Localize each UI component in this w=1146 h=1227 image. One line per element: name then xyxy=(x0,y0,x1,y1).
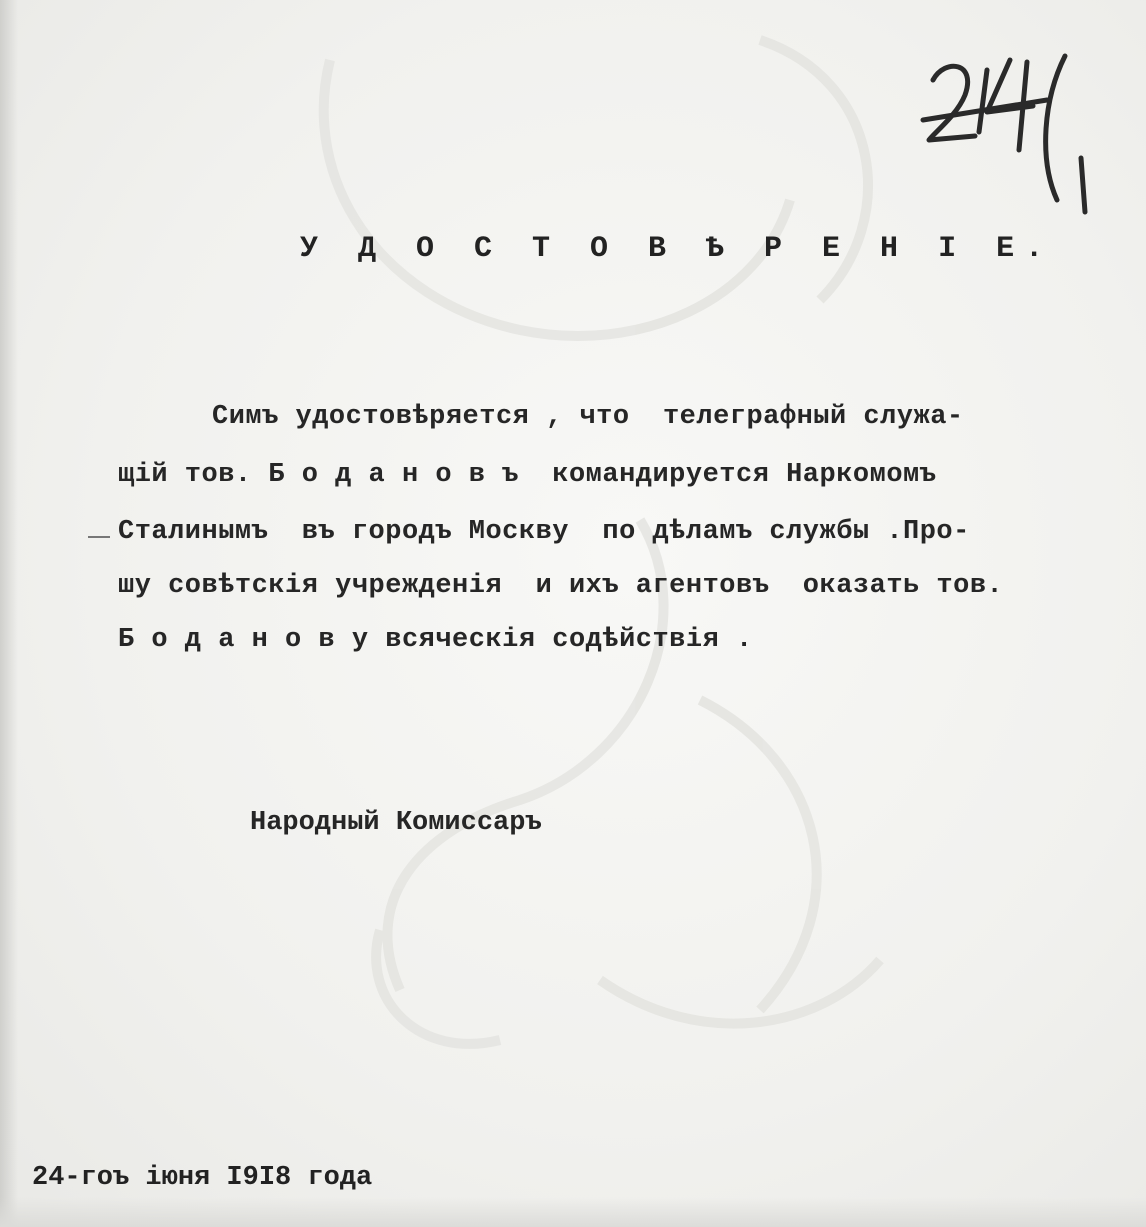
document-title: У Д О С Т О В Ѣ Р Е Н І Е. xyxy=(300,232,1055,266)
margin-dash xyxy=(88,536,110,538)
body-line-2: щій тов. Б о д а н о в ъ командируется Наркомомъ xyxy=(118,460,937,490)
body-line-4: шу совѣтскія учрежденія и ихъ агентовъ оказать тов. xyxy=(118,571,1004,601)
archive-number-mark xyxy=(915,40,1115,220)
signature-title: Народный Комиссаръ xyxy=(250,808,542,838)
body-line-1: Симъ удостовѣряется , что телеграфный служа- xyxy=(212,402,964,432)
body-line-5: Б о д а н о в у всяческія содѣйствія . xyxy=(118,625,753,655)
document-date: 24-гоъ іюня I9I8 года xyxy=(32,1163,373,1193)
body-line-3: Сталинымъ въ городъ Москву по дѣламъ службы .Про- xyxy=(118,517,970,547)
